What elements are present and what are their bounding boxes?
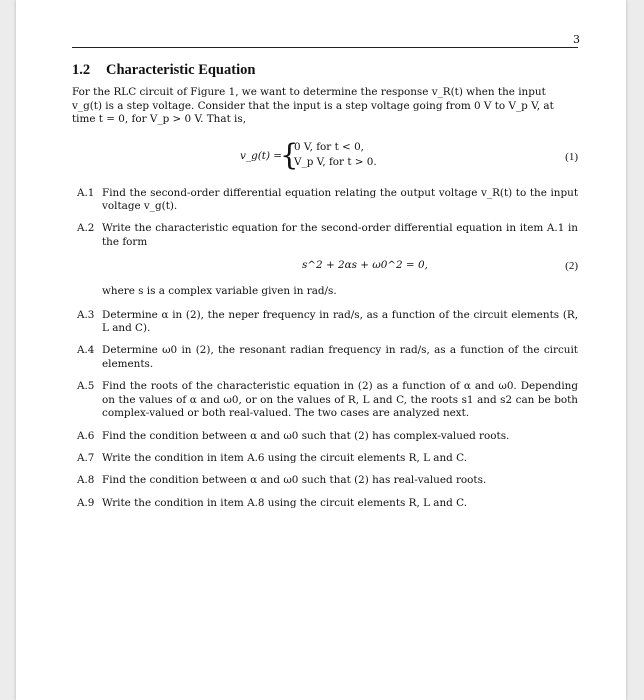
question-list [72,187,578,250]
equation-2-number: (2) [565,260,578,273]
question-item [72,309,578,336]
equation-1 [72,139,578,177]
question-item [72,380,578,420]
question-text: Find the roots of the characteristic equation in (2) as a function of α and ω0. Depending on the values of α and ω0, or on the values of R, L and C, the roots s1 and s2 can be both complex-valued or both real-valued. The two cases are analyzed next. [102,380,578,420]
question-text: Write the condition in item A.8 using the circuit elements R, L and C. [102,496,468,509]
question-label: A.3 [77,308,95,321]
document-page [16,0,626,700]
question-list-continued [72,309,578,510]
question-item [72,474,578,487]
page-content [72,64,578,519]
question-text: Determine α in (2), the neper frequency in rad/s, as a function of the circuit elements (R, L and C). [102,308,578,335]
question-label: A.6 [77,429,95,442]
question-label: A.9 [77,496,95,509]
question-item [72,497,578,510]
intro-line-2: v_g(t) is a step voltage. Consider that the input is a step voltage going from 0 V to V_p V, at [72,99,554,112]
question-text: Find the condition between α and ω0 such that (2) has real-valued roots. [102,474,487,487]
section-heading [72,64,578,77]
intro-line-3: time t = 0, for V_p > 0 V. That is, [72,113,247,126]
equation-1-case-2: V_p V, for t > 0. [294,155,377,168]
intro-line-1: For the RLC circuit of Figure 1, we want to determine the response v_R(t) when the input [72,86,546,99]
section-title: Characteristic Equation [106,62,256,78]
question-item [72,430,578,443]
equation-2 [72,259,578,277]
question-item [72,344,578,371]
equation-1-lhs: v_g(t) = [240,149,283,162]
where-text: where s is a complex variable given in rad/s. [102,285,337,298]
equation-1-cases [294,141,377,171]
page-number: 3 [573,33,580,46]
intro-paragraph [72,86,578,126]
question-text: Find the second-order differential equation relating the output voltage v_R(t) to the input voltage v_g(t). [102,186,578,213]
question-text: Find the condition between α and ω0 such that (2) has complex-valued roots. [102,429,510,442]
question-text: Write the characteristic equation for the second-order differential equation in item A.1 in the form [102,222,578,248]
section-number: 1.2 [72,62,91,78]
equation-1-number: (1) [565,150,578,163]
question-label: A.4 [77,344,95,357]
question-label: A.1 [77,186,95,199]
question-item [72,187,578,214]
question-label: A.2 [77,222,95,235]
question-text: Determine ω0 in (2), the resonant radian frequency in rad/s, as a function of the circuit elements. [102,344,578,370]
left-brace: { [280,137,299,172]
header-rule [72,47,578,48]
question-label: A.5 [77,380,95,393]
equation-2-body: s^2 + 2αs + ω0^2 = 0, [302,259,428,272]
question-text: Write the condition in item A.6 using the circuit elements R, L and C. [102,451,468,464]
equation-1-case-1: 0 V, for t < 0, [294,140,364,153]
question-label: A.8 [77,474,95,487]
question-item [72,222,578,249]
question-item [72,452,578,465]
question-label: A.7 [77,451,95,464]
